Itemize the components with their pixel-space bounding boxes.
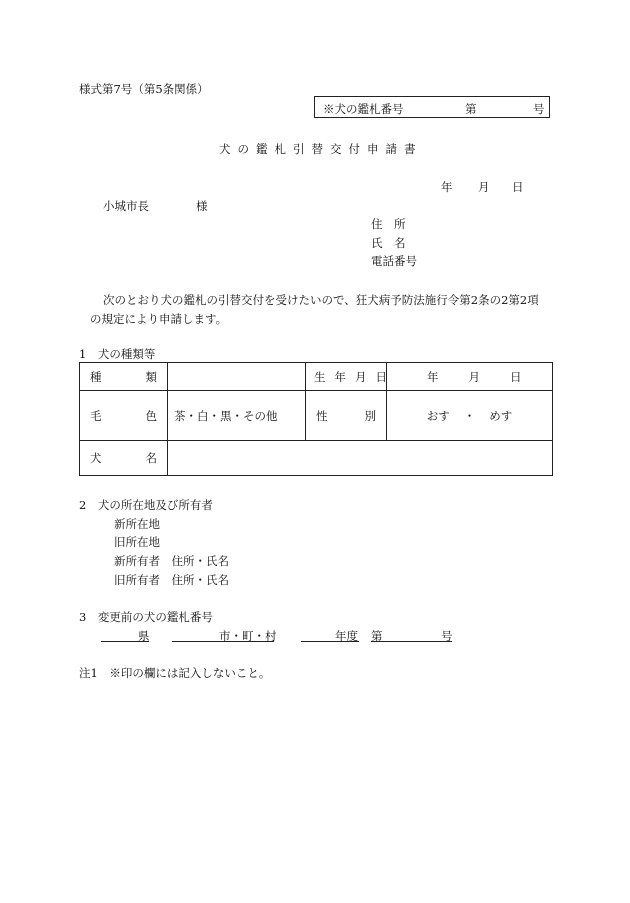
old-owner-label: 旧所有者 住所・氏名 xyxy=(114,573,229,587)
date-year: 年 xyxy=(441,180,453,194)
section-3-heading: 3 変更前の犬の鑑札番号 xyxy=(79,610,213,624)
applicant-address-label: 住 所 xyxy=(371,217,406,231)
sex-value: おす ・ めす xyxy=(387,391,553,441)
tag-number-dai: 第 xyxy=(465,102,477,116)
intro-line-1: 次のとおり犬の鑑札の引替交付を受けたいので、狂犬病予防法施行令第2条の2第2項 xyxy=(103,293,539,307)
previous-tag-go: 号 xyxy=(441,629,453,643)
new-location-label: 新所在地 xyxy=(114,517,160,531)
footnote: 注1 ※印の欄には記入しないこと。 xyxy=(79,666,271,680)
page-title: 犬の鑑札引替交付申請書 xyxy=(219,142,423,156)
addressee-name: 小城市長 xyxy=(103,199,149,213)
dog-info-table xyxy=(79,362,553,476)
applicant-name-label: 氏 名 xyxy=(371,236,406,250)
section-1-heading: 1 犬の種類等 xyxy=(79,347,156,361)
breed-label: 種 類 xyxy=(80,363,168,391)
section-2-heading: 2 犬の所在地及び所有者 xyxy=(79,498,213,512)
new-owner-label: 新所有者 住所・氏名 xyxy=(114,554,229,568)
municipality-label: 市・町・村 xyxy=(219,629,277,643)
tag-number-box xyxy=(314,96,550,118)
breed-value xyxy=(168,363,306,391)
applicant-phone-label: 電話番号 xyxy=(371,254,417,268)
color-value: 茶・白・黒・その他 xyxy=(168,391,306,441)
date-day: 日 xyxy=(512,180,524,194)
form-number: 様式第7号（第5条関係） xyxy=(79,82,209,96)
sex-label: 性 別 xyxy=(306,391,387,441)
birthdate-value: 年 月 日 xyxy=(387,363,553,391)
intro-line-2: の規定により申請します。 xyxy=(90,312,228,326)
date-month: 月 xyxy=(478,180,490,194)
tag-number-blank xyxy=(371,641,452,642)
birthdate-label: 生 年 月 日 xyxy=(306,363,387,391)
color-label: 毛 色 xyxy=(80,391,168,441)
fiscal-year-label: 年度 xyxy=(335,629,358,643)
dogname-value xyxy=(168,441,553,476)
addressee-honorific: 様 xyxy=(196,199,208,213)
dogname-label: 犬 名 xyxy=(80,441,168,476)
tag-number-label: ※犬の鑑札番号 xyxy=(323,102,404,116)
old-location-label: 旧所在地 xyxy=(114,535,160,549)
tag-number-go: 号 xyxy=(533,102,545,116)
prefecture-label: 県 xyxy=(138,629,150,643)
previous-tag-dai: 第 xyxy=(371,629,383,643)
